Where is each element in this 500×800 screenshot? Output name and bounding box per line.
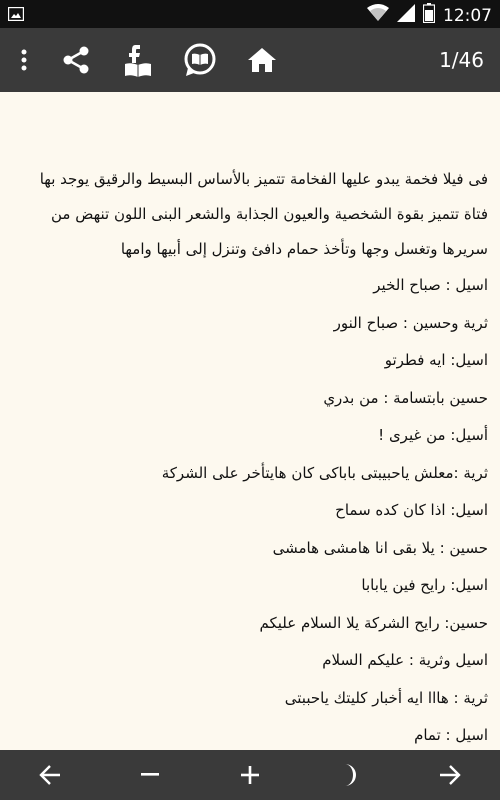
wifi-icon [367,4,389,27]
dialogue-line: ثرية وحسين : صباح النور [333,313,488,332]
dialogue-line: حسين : يلا بقى انا هامشى هامشى [272,538,488,557]
facebook-book-icon[interactable] [118,28,158,92]
share-icon[interactable] [56,28,96,92]
status-time: 12:07 [443,5,492,26]
dialogue-line: ثرية : هااا ايه أخبار كليتك ياحببتى [284,688,488,707]
minus-icon[interactable] [120,750,180,800]
battery-icon [423,3,435,28]
dialogue-line: اسيل : تمام [414,726,488,744]
page-counter: 1/46 [439,48,484,72]
plus-icon[interactable] [220,750,280,800]
top-toolbar [0,28,500,92]
arrow-left-icon[interactable] [20,750,80,800]
status-bar [0,0,500,28]
bottom-toolbar [0,750,500,800]
signal-icon [397,4,415,27]
dialogue-line: اسيل وثرية : عليكم السلام [322,651,488,669]
dialogue-line: حسين: رايح الشركة يلا السلام عليكم [259,613,488,632]
dialogue-line: اسيل: رايح فين يابابا [361,576,488,594]
dialogue-line: حسين بابتسامة : من بدري [323,388,488,407]
dialogue-line: أسيل: من غيرى ! [378,426,488,444]
dialogue-line: ثرية :معلش ياحبيبتى باباكى كان هايتأخر على الشركة [161,463,488,482]
moon-icon[interactable] [320,750,380,800]
reading-area[interactable] [0,92,500,750]
intro-paragraph: فى فيلا فخمة يبدو عليها الفخامة تتميز بالأساس البسيط والرقيق يوجد بها فتاة تتميز بقوة الشخصية والعيون الجذابة والشعر البنى اللون تنهض من سريرها وتغسل وجها وتأخذ حمام دافئ وتنزل إلى أبيها وامها [39,170,488,258]
dialogue-line: اسيل: ايه فطرتو [384,351,488,369]
image-icon [8,6,24,25]
dialogue-line: اسيل: اذا كان كده سماح [335,501,488,519]
story-text [0,92,500,750]
more-vert-icon[interactable] [8,28,40,92]
dialogue-line: اسيل : صباح الخير [373,276,488,294]
arrow-right-icon[interactable] [420,750,480,800]
home-icon[interactable] [244,28,280,92]
whatsapp-book-icon[interactable] [178,28,222,92]
